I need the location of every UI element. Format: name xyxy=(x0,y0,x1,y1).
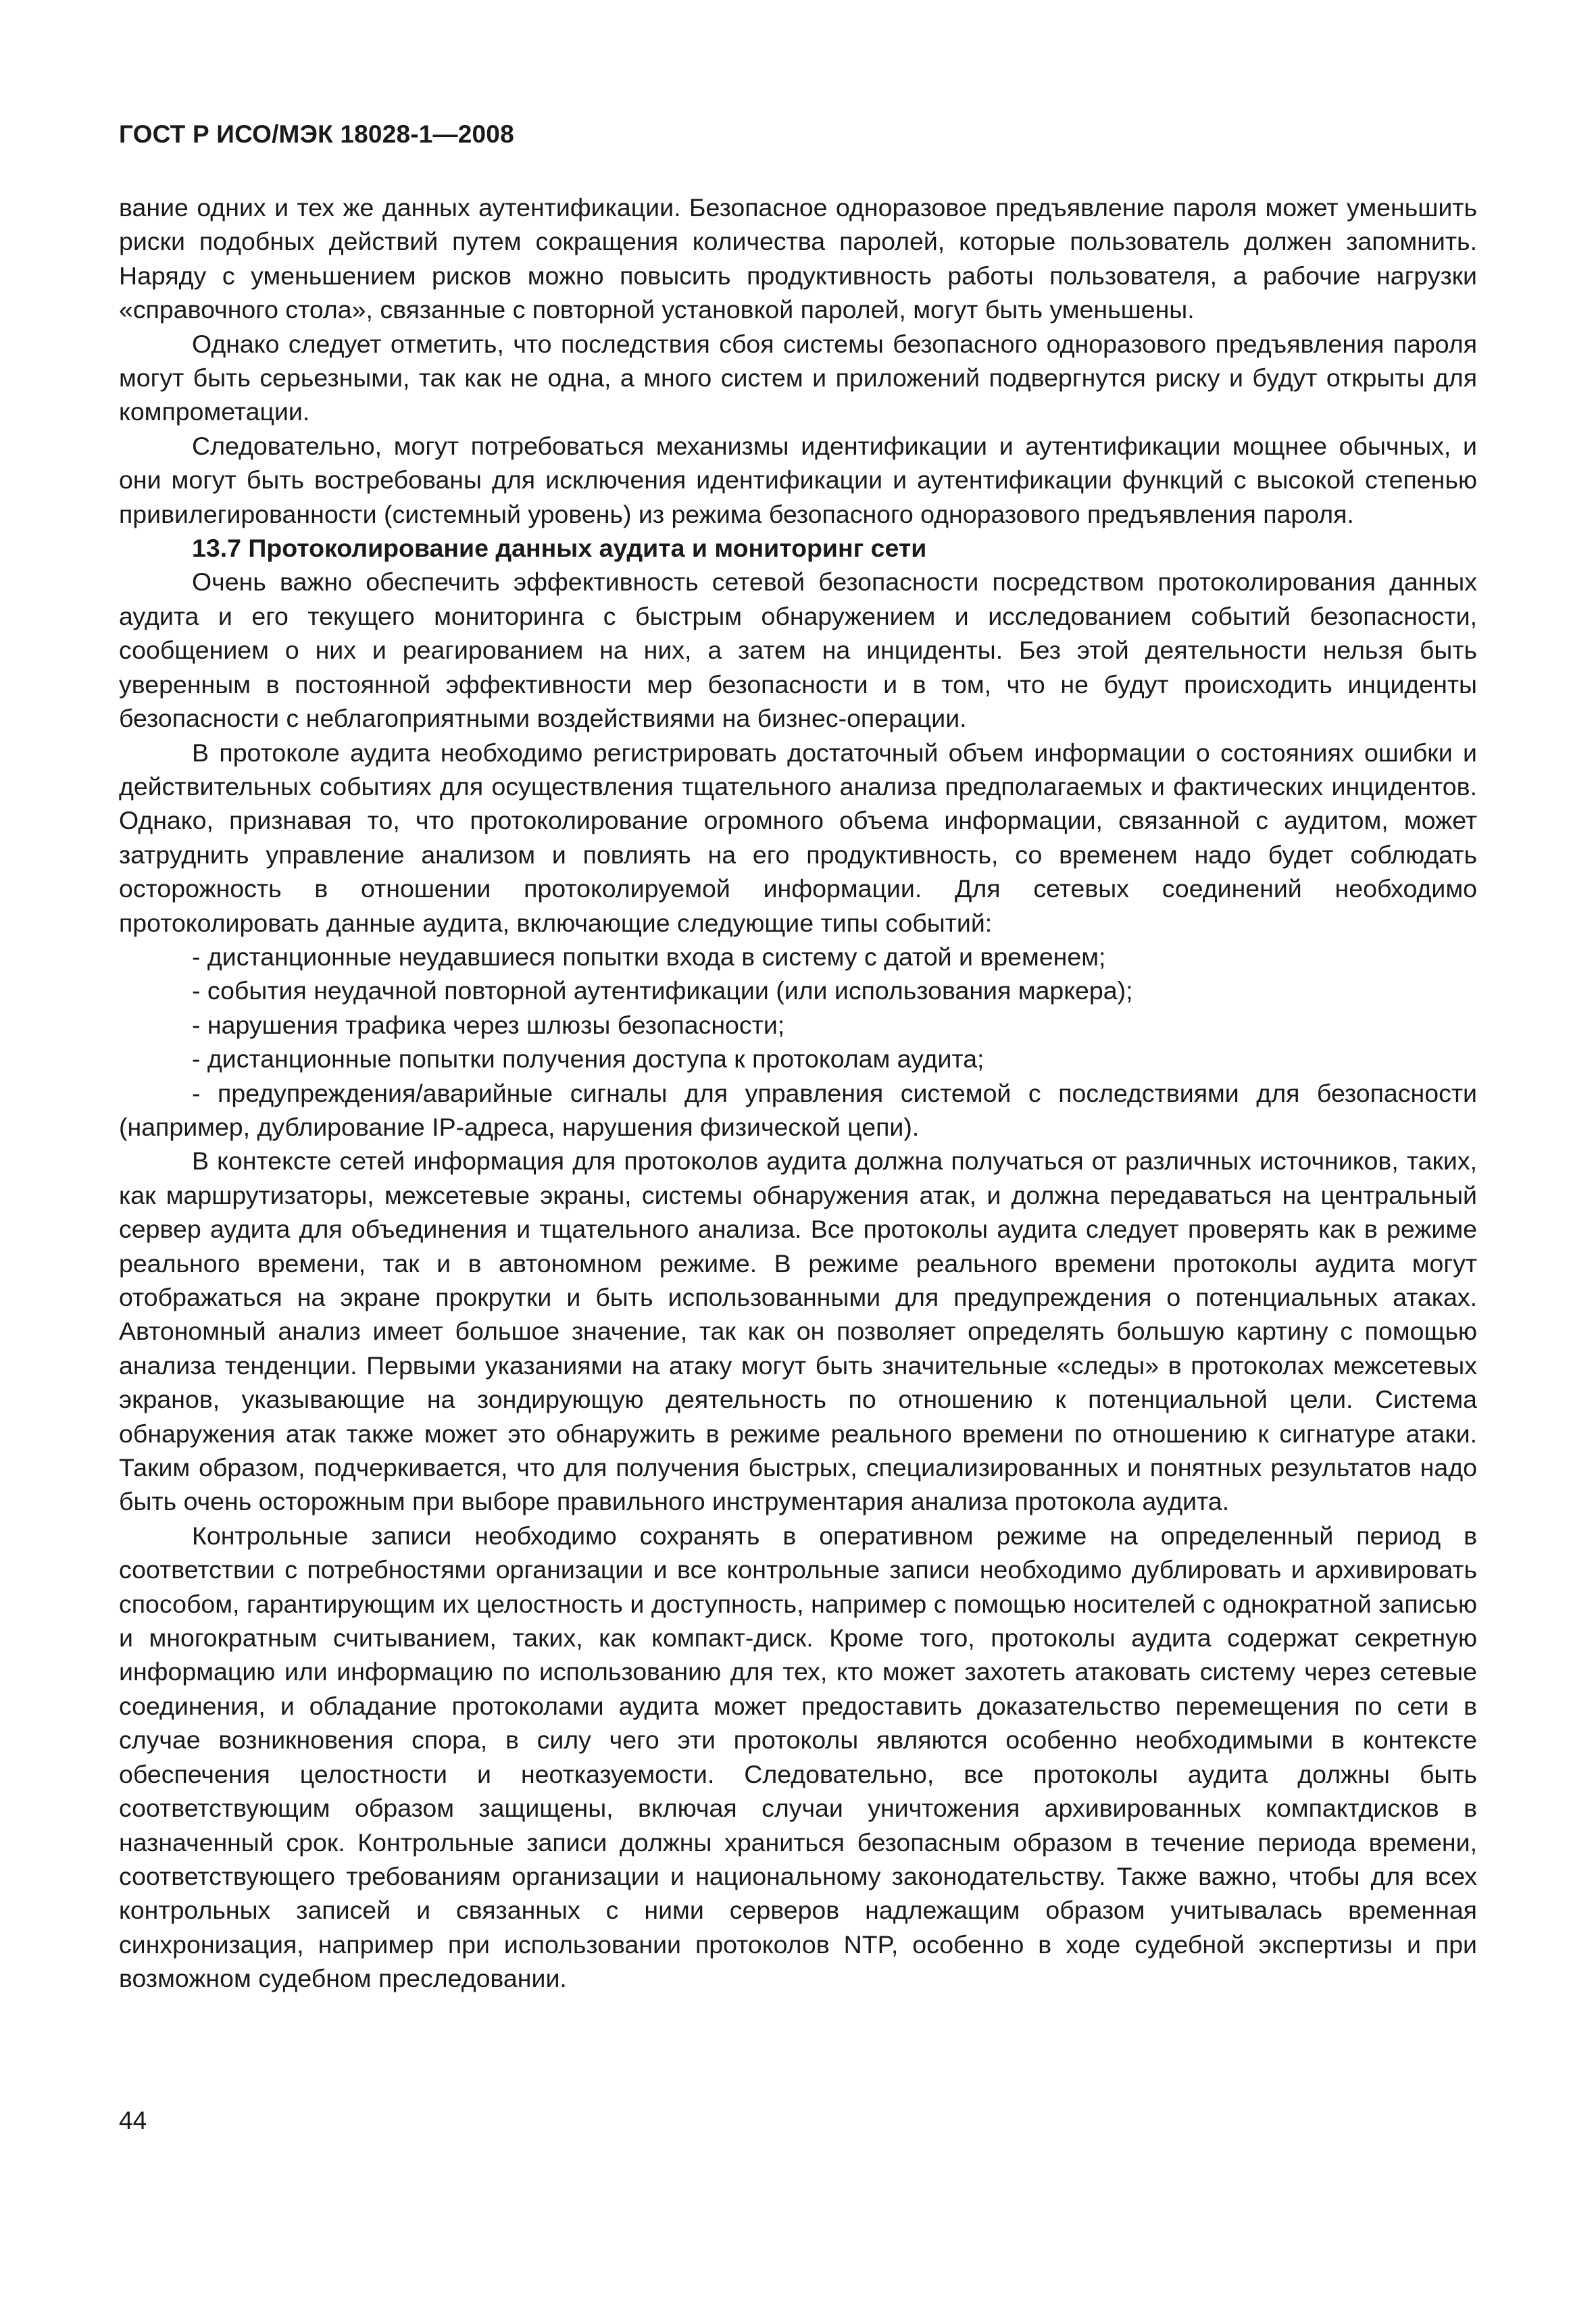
page-number: 44 xyxy=(119,2107,147,2134)
paragraph: В контексте сетей информация для протоколов аудита должна получаться от различных источников, таких, как маршрутизаторы, межсетевые экраны, системы обнаружения атак, и должна передаваться на центральный сервер аудита для объединения и тщательного анализа. Все протоколы аудита следует проверять как в режиме реального времени, так и в автономном режиме. В режиме реального времени протоколы аудита могут отображаться на экране прокрутки и быть использованными для предупреждения о потенциальных атаках. Автономный анализ имеет большое значение, так как он позволяет определять большую картину с помощью анализа тенденции. Первыми указаниями на атаку могут быть значительные «следы» в протоколах межсетевых экранов, указывающие на зондирующую деятельность по отношению к потенциальной цели. Система обнаружения атак также может это обнаружить в режиме реального времени по отношению к сигнатуре атаки. Таким образом, подчеркивается, что для получения быстрых, специализированных и понятных результатов надо быть очень осторожным при выборе правильного инструментария анализа протокола аудита. xyxy=(119,1147,1477,1516)
list-item: - дистанционные попытки получения доступа к протоколам аудита; xyxy=(192,1045,984,1074)
list-item: - предупреждения/аварийные сигналы для управления системой с последствиями для безопасности (например, дублирование IP-адреса, нарушения физической цепи). xyxy=(119,1078,1477,1141)
paragraph: Следовательно, могут потребоваться механизмы идентификации и аутентификации мощнее обычных, и они могут быть востребованы для исключения идентификации и аутентификации функций с высокой степенью привилегированности (системный уровень) из режима безопасного одноразового предъявления пароля. xyxy=(119,431,1477,528)
page-body xyxy=(119,191,1477,1996)
paragraph: В протоколе аудита необходимо регистрировать достаточный объем информации о состояниях ошибки и действительных событиях для осуществления тщательного анализа предполагаемых и фактических инцидентов. Однако, признавая то, что протоколирование огромного объема информации, связанной с аудитом, может затруднить управление анализом и повлиять на его продуктивность, со временем надо будет соблюдать осторожность в отношении протоколируемой информации. Для сетевых соединений необходимо протоколировать данные аудита, включающие следующие типы событий: xyxy=(119,738,1477,937)
paragraph-continuation: вание одних и тех же данных аутентификации. Безопасное одноразовое предъявление пароля может уменьшить риски подобных действий путем сокращения количества паролей, которые пользователь должен запомнить. Наряду с уменьшением рисков можно повысить продуктивность работы пользователя, а рабочие нагрузки «справочного стола», связанные с повторной установкой паролей, могут быть уменьшены. xyxy=(119,193,1477,324)
document-code-header: ГОСТ Р ИСО/МЭК 18028-1—2008 xyxy=(119,120,514,148)
paragraph: Однако следует отметить, что последствия сбоя системы безопасного одноразового предъявления пароля могут быть серьезными, так как не одна, а много систем и приложений подвергнутся риску и будут открыты для компрометации. xyxy=(119,329,1477,426)
paragraph: Очень важно обеспечить эффективность сетевой безопасности посредством протоколирования данных аудита и его текущего мониторинга с быстрым обнаружением и исследованием событий безопасности, сообщением о них и реагированием на них, а затем на инциденты. Без этой деятельности нельзя быть уверенным в постоянной эффективности мер безопасности и в том, что не будут происходить инциденты безопасности с неблагоприятными воздействиями на бизнес-операции. xyxy=(119,568,1477,733)
list-item: - события неудачной повторной аутентификации (или использования маркера); xyxy=(192,976,1133,1005)
list-item: - дистанционные неудавшиеся попытки входа в систему с датой и временем; xyxy=(192,942,1106,971)
paragraph: Контрольные записи необходимо сохранять в оперативном режиме на определенный период в соответствии с потребностями организации и все контрольные записи необходимо дублировать и архивировать способом, гарантирующим их целостность и доступность, например с помощью носителей с однократной записью и многократным считыванием, таких, как компакт-диск. Кроме того, протоколы аудита содержат секретную информацию или информацию по использованию для тех, кто может захотеть атаковать систему через сетевые соединения, и обладание протоколами аудита может предоставить доказательство перемещения по сети в случае возникновения спора, в силу чего эти протоколы являются особенно необходимыми в контексте обеспечения целостности и неотказуемости. Следовательно, все протоколы аудита должны быть соответствующим образом защищены, включая случаи уничтожения архивированных компактдисков в назначенный срок. Контрольные записи должны храниться безопасным образом в течение периода времени, соответствующего требованиям организации и национальному законодательству. Также важно, чтобы для всех контрольных записей и связанных с ними серверов надлежащим образом учитывалась временная синхронизация, например при использовании протоколов NTP, особенно в ходе судебной экспертизы и при возможном судебном преследовании. xyxy=(119,1521,1477,1993)
list-item: - нарушения трафика через шлюзы безопасности; xyxy=(192,1010,785,1039)
section-heading: 13.7 Протоколирование данных аудита и мониторинг сети xyxy=(192,534,927,563)
